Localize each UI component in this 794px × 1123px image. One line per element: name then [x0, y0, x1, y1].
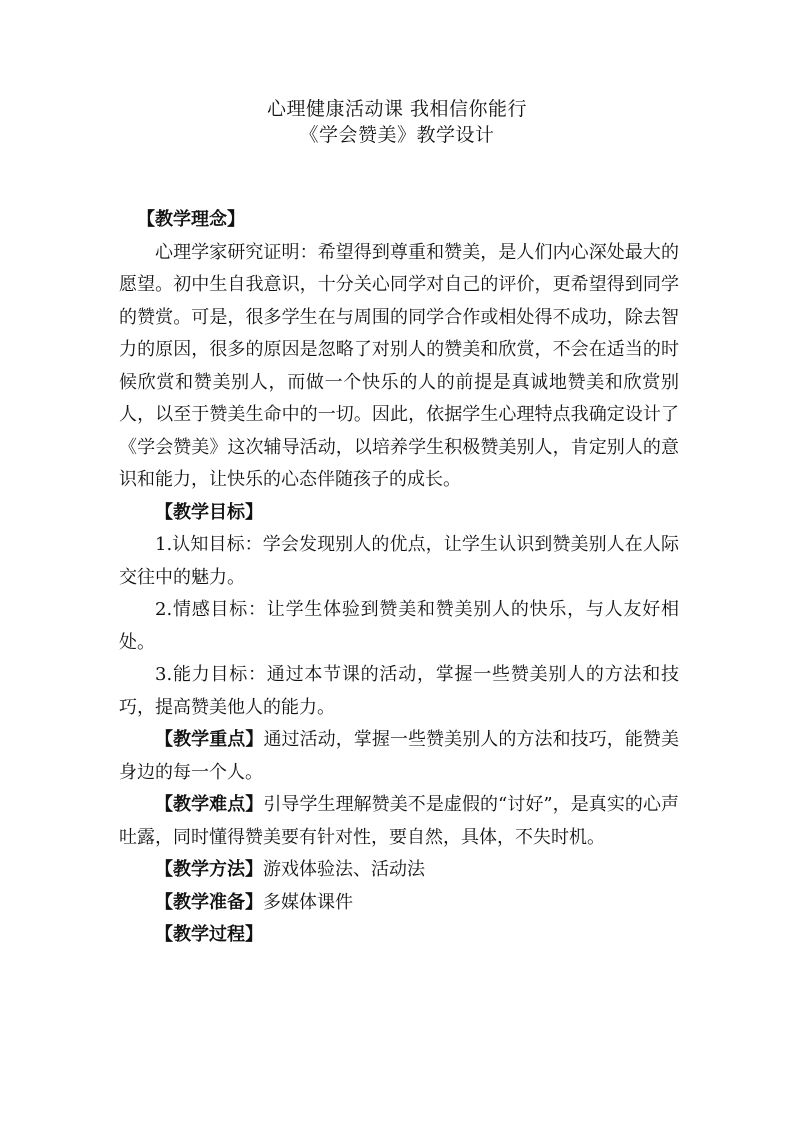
- preparation-heading: 【教学准备】: [155, 891, 263, 913]
- methods-text: 游戏体验法、活动法: [263, 859, 425, 880]
- preparation-text: 多媒体课件: [263, 891, 353, 913]
- objective-item-2: 2.情感目标：让学生体验到赞美和赞美别人的快乐，与人友好相处。: [119, 599, 679, 653]
- section-philosophy-heading: [119, 204, 679, 237]
- philosophy-heading: 【教学理念】: [137, 209, 245, 230]
- preparation-paragraph: [119, 887, 679, 920]
- key-points-paragraph: [119, 724, 679, 789]
- objectives-heading: 【教学目标】: [155, 501, 263, 523]
- objective-item-1: 1.认知目标：学会发现别人的优点，让学生认识到赞美别人在人际交往中的魅力。: [119, 534, 679, 588]
- key-points-text: 通过活动，掌握一些赞美别人的方法和技巧，能赞美身边的每一个人。: [119, 729, 680, 783]
- process-paragraph: [119, 919, 679, 952]
- objective-item-3: 3.能力目标：通过本节课的活动，掌握一些赞美别人的方法和技巧，提高赞美他人的能力。: [119, 664, 679, 718]
- title-line-1: 心理健康活动课 我相信你能行: [266, 98, 528, 120]
- methods-heading: 【教学方法】: [155, 859, 263, 880]
- difficulties-text: 引导学生理解赞美不是虚假的“讨好”，是真实的心声吐露，同时懂得赞美要有针对性，要自然，具体，不失时机。: [119, 794, 680, 848]
- section-objectives-heading: [119, 497, 679, 530]
- key-points-heading: 【教学重点】: [155, 729, 264, 750]
- process-heading: 【教学过程】: [155, 924, 263, 945]
- document-body: [119, 204, 679, 952]
- difficulties-heading: 【教学难点】: [155, 794, 264, 815]
- document-title: [0, 96, 794, 148]
- methods-paragraph: [119, 854, 679, 887]
- title-line-2: 《学会赞美》教学设计: [299, 124, 495, 146]
- difficulties-paragraph: [119, 789, 679, 854]
- philosophy-paragraph: 心理学家研究证明：希望得到尊重和赞美，是人们内心深处最大的愿望。初中生自我意识，十分关心同学对自己的评价，更希望得到同学的赞赏。可是，很多学生在与周围的同学合作或相处得不成功，除去智力的原因，很多的原因是忽略了对别人的赞美和欣赏，不会在适当的时候欣赏和赞美别人，而做一个快乐的人的前提是真诚地赞美和欣赏别人，以至于赞美生命中的一切。因此，依据学生心理特点我确定设计了《学会赞美》这次辅导活动，以培养学生积极赞美别人，肯定别人的意识和能力，让快乐的心态伴随孩子的成长。: [119, 241, 679, 490]
